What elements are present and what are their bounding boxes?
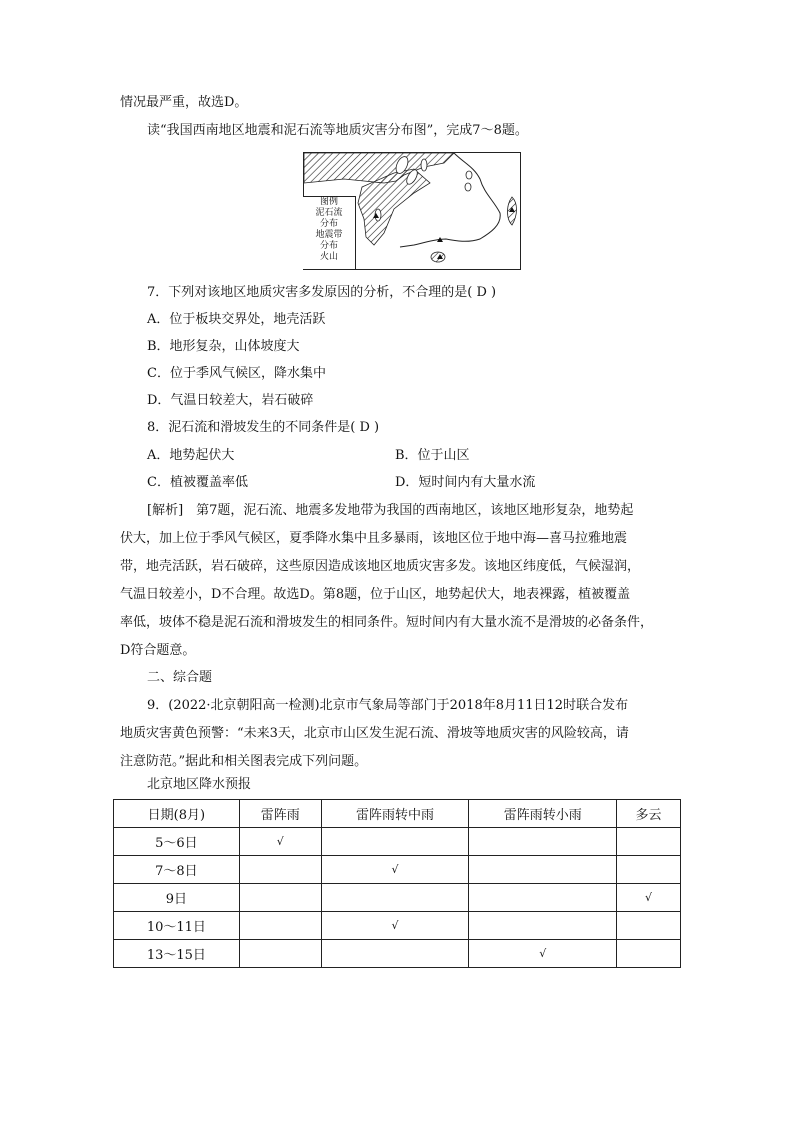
question-intro: 读“我国西南地区地震和泥石流等地质灾害分布图”，完成7～8题。 <box>147 123 528 138</box>
rainfall-forecast-table <box>113 799 681 968</box>
check-cell <box>617 856 681 884</box>
date-cell: 5～6日 <box>114 828 240 856</box>
check-cell <box>469 912 617 940</box>
option-8b: B．位于山区 <box>395 448 470 463</box>
option-7d: D．气温日较差大，岩石破碎 <box>147 393 314 408</box>
table-row <box>114 856 681 884</box>
table-row <box>114 828 681 856</box>
header-date: 日期(8月) <box>114 800 240 828</box>
header-thunderstorm: 雷阵雨 <box>239 800 321 828</box>
option-7a: A．位于板块交界处，地壳活跃 <box>147 312 326 327</box>
analysis-line: [解析] 第7题，泥石流、地震多发地带为我国的西南地区，该地区地形复杂，地势起 <box>147 503 634 518</box>
option-8d: D．短时间内有大量水流 <box>395 475 536 490</box>
legend-volcano: 火山 <box>319 252 338 262</box>
option-7b: B．地形复杂，山体坡度大 <box>147 339 300 354</box>
analysis-line: 带，地壳活跃，岩石破碎，这些原因造成该地区地质灾害多发。该地区纬度低，气候湿润， <box>120 559 641 574</box>
legend-quake-belt-2: 分布 <box>319 241 338 251</box>
check-cell: √ <box>239 828 321 856</box>
map-legend <box>303 196 356 269</box>
check-cell <box>321 940 469 968</box>
table-row <box>114 912 681 940</box>
analysis-line: 伏大，加上位于季风气候区，夏季降水集中且多暴雨，该地区位于地中海—喜马拉雅地震 <box>120 531 628 546</box>
check-cell <box>321 884 469 912</box>
section-heading: 二、综合题 <box>147 670 213 685</box>
table-row <box>114 940 681 968</box>
table-header-row <box>114 800 681 828</box>
question-7: 7．下列对该地区地质灾害多发原因的分析，不合理的是( D ) <box>147 285 497 300</box>
header-cloudy: 多云 <box>617 800 681 828</box>
legend-title: 图例 <box>319 197 338 207</box>
analysis-line: D符合题意。 <box>120 643 196 658</box>
check-cell <box>617 940 681 968</box>
question-9-line: 地质灾害黄色预警：“未来3天，北京市山区发生泥石流、滑坡等地质灾害的风险较高，请 <box>120 726 629 741</box>
check-cell <box>239 912 321 940</box>
analysis-line: 气温日较差小，D不合理。故选D。第8题，位于山区，地势起伏大，地表裸露，植被覆盖 <box>120 587 631 602</box>
check-cell: √ <box>469 940 617 968</box>
check-cell <box>617 912 681 940</box>
check-cell <box>321 828 469 856</box>
header-thunderstorm-to-light-rain: 雷阵雨转小雨 <box>469 800 617 828</box>
date-cell: 9日 <box>114 884 240 912</box>
question-8: 8．泥石流和滑坡发生的不同条件是( D ) <box>147 420 380 435</box>
legend-debris-flow: 泥石流 <box>315 208 343 218</box>
legend-debris-flow-2: 分布 <box>319 219 338 229</box>
check-cell: √ <box>321 912 469 940</box>
check-cell <box>239 940 321 968</box>
date-cell: 7～8日 <box>114 856 240 884</box>
check-cell <box>239 884 321 912</box>
check-cell <box>469 884 617 912</box>
date-cell: 10～11日 <box>114 912 240 940</box>
check-cell: √ <box>321 856 469 884</box>
check-cell: √ <box>617 884 681 912</box>
question-9: 9．(2022·北京朝阳高一检测)北京市气象局等部门于2018年8月11日12时联合发布 <box>147 698 629 713</box>
text-line: 情况最严重，故选D。 <box>120 95 248 110</box>
option-8c: C．植被覆盖率低 <box>147 475 248 490</box>
check-cell <box>469 828 617 856</box>
header-thunderstorm-to-moderate-rain: 雷阵雨转中雨 <box>321 800 469 828</box>
date-cell: 13～15日 <box>114 940 240 968</box>
question-9-line: 注意防范。”据此和相关图表完成下列问题。 <box>120 754 368 769</box>
table-caption: 北京地区降水预报 <box>147 777 252 792</box>
check-cell <box>469 856 617 884</box>
legend-quake-belt: 地震带 <box>315 230 343 240</box>
check-cell <box>239 856 321 884</box>
analysis-line: 率低，坡体不稳是泥石流和滑坡发生的相同条件。短时间内有大量水流不是滑坡的必备条件， <box>120 615 654 630</box>
option-8a: A．地势起伏大 <box>147 448 235 463</box>
check-cell <box>617 828 681 856</box>
option-7c: C．位于季风气候区，降水集中 <box>147 366 326 381</box>
table-row <box>114 884 681 912</box>
